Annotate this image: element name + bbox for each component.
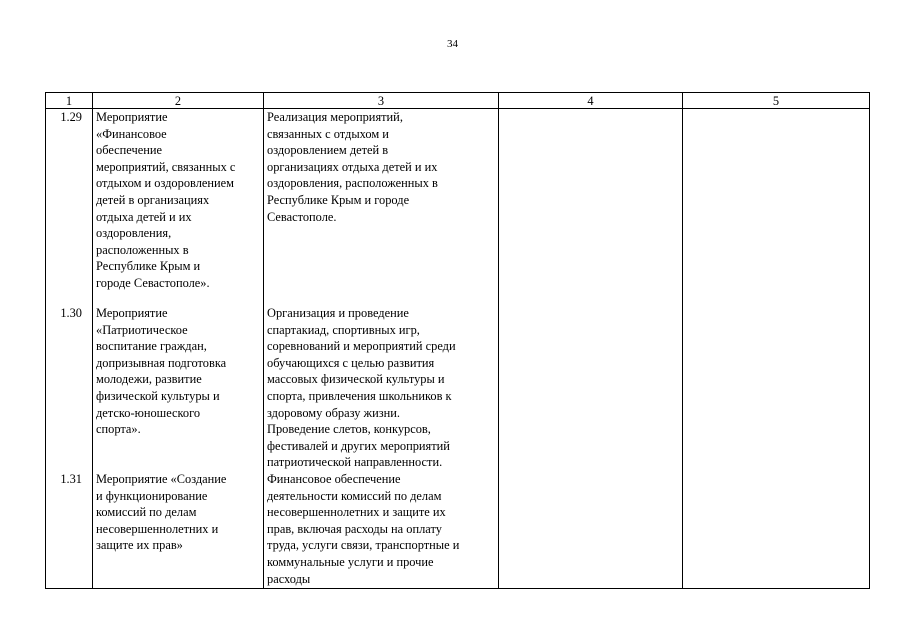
row-number: 1.31 xyxy=(46,471,93,589)
table-header-row xyxy=(46,93,870,109)
column-4-cell xyxy=(499,109,683,306)
column-5-cell xyxy=(683,305,870,471)
measure-description: Организация и проведение спартакиад, спортивных игр, соревнований и мероприятий среди обучающихся с целью развития массовых физической культуры и спорта, привлечения школьников к здоровому образу жизни. Проведение слетов, конкурсов, фестивалей и других мероприятий патриотической направленности. xyxy=(264,305,499,471)
measure-title: Мероприятие «Создание и функционирование комиссий по делам несовершеннолетних и защите их прав» xyxy=(93,471,264,589)
measure-description: Реализация мероприятий, связанных с отдыхом и оздоровлением детей в организациях отдыха детей и их оздоровления, расположенных в Республике Крым и городе Севастополе. xyxy=(264,109,499,306)
column-4-cell xyxy=(499,471,683,589)
measures-table xyxy=(45,92,870,589)
table-row xyxy=(46,471,870,589)
column-header-5: 5 xyxy=(683,93,870,109)
column-4-cell xyxy=(499,305,683,471)
measure-title: Мероприятие «Патриотическое воспитание граждан, допризывная подготовка молодежи, развитие физической культуры и детско-юношеского спорта». xyxy=(93,305,264,471)
measure-description: Финансовое обеспечение деятельности комиссий по делам несовершеннолетних и защите их прав, включая расходы на оплату труда, услуги связи, транспортные и коммунальные услуги и прочие расходы xyxy=(264,471,499,589)
column-header-1: 1 xyxy=(46,93,93,109)
column-5-cell xyxy=(683,109,870,306)
column-header-3: 3 xyxy=(264,93,499,109)
measure-title: Мероприятие «Финансовое обеспечение мероприятий, связанных с отдыхом и оздоровлением детей в организациях отдыха детей и их оздоровления, расположенных в Республике Крым и городе Севастополе». xyxy=(93,109,264,306)
table-row xyxy=(46,305,870,471)
table-row xyxy=(46,109,870,306)
row-number: 1.30 xyxy=(46,305,93,471)
row-number: 1.29 xyxy=(46,109,93,306)
page-number: 34 xyxy=(447,38,458,50)
column-header-2: 2 xyxy=(93,93,264,109)
column-5-cell xyxy=(683,471,870,589)
column-header-4: 4 xyxy=(499,93,683,109)
